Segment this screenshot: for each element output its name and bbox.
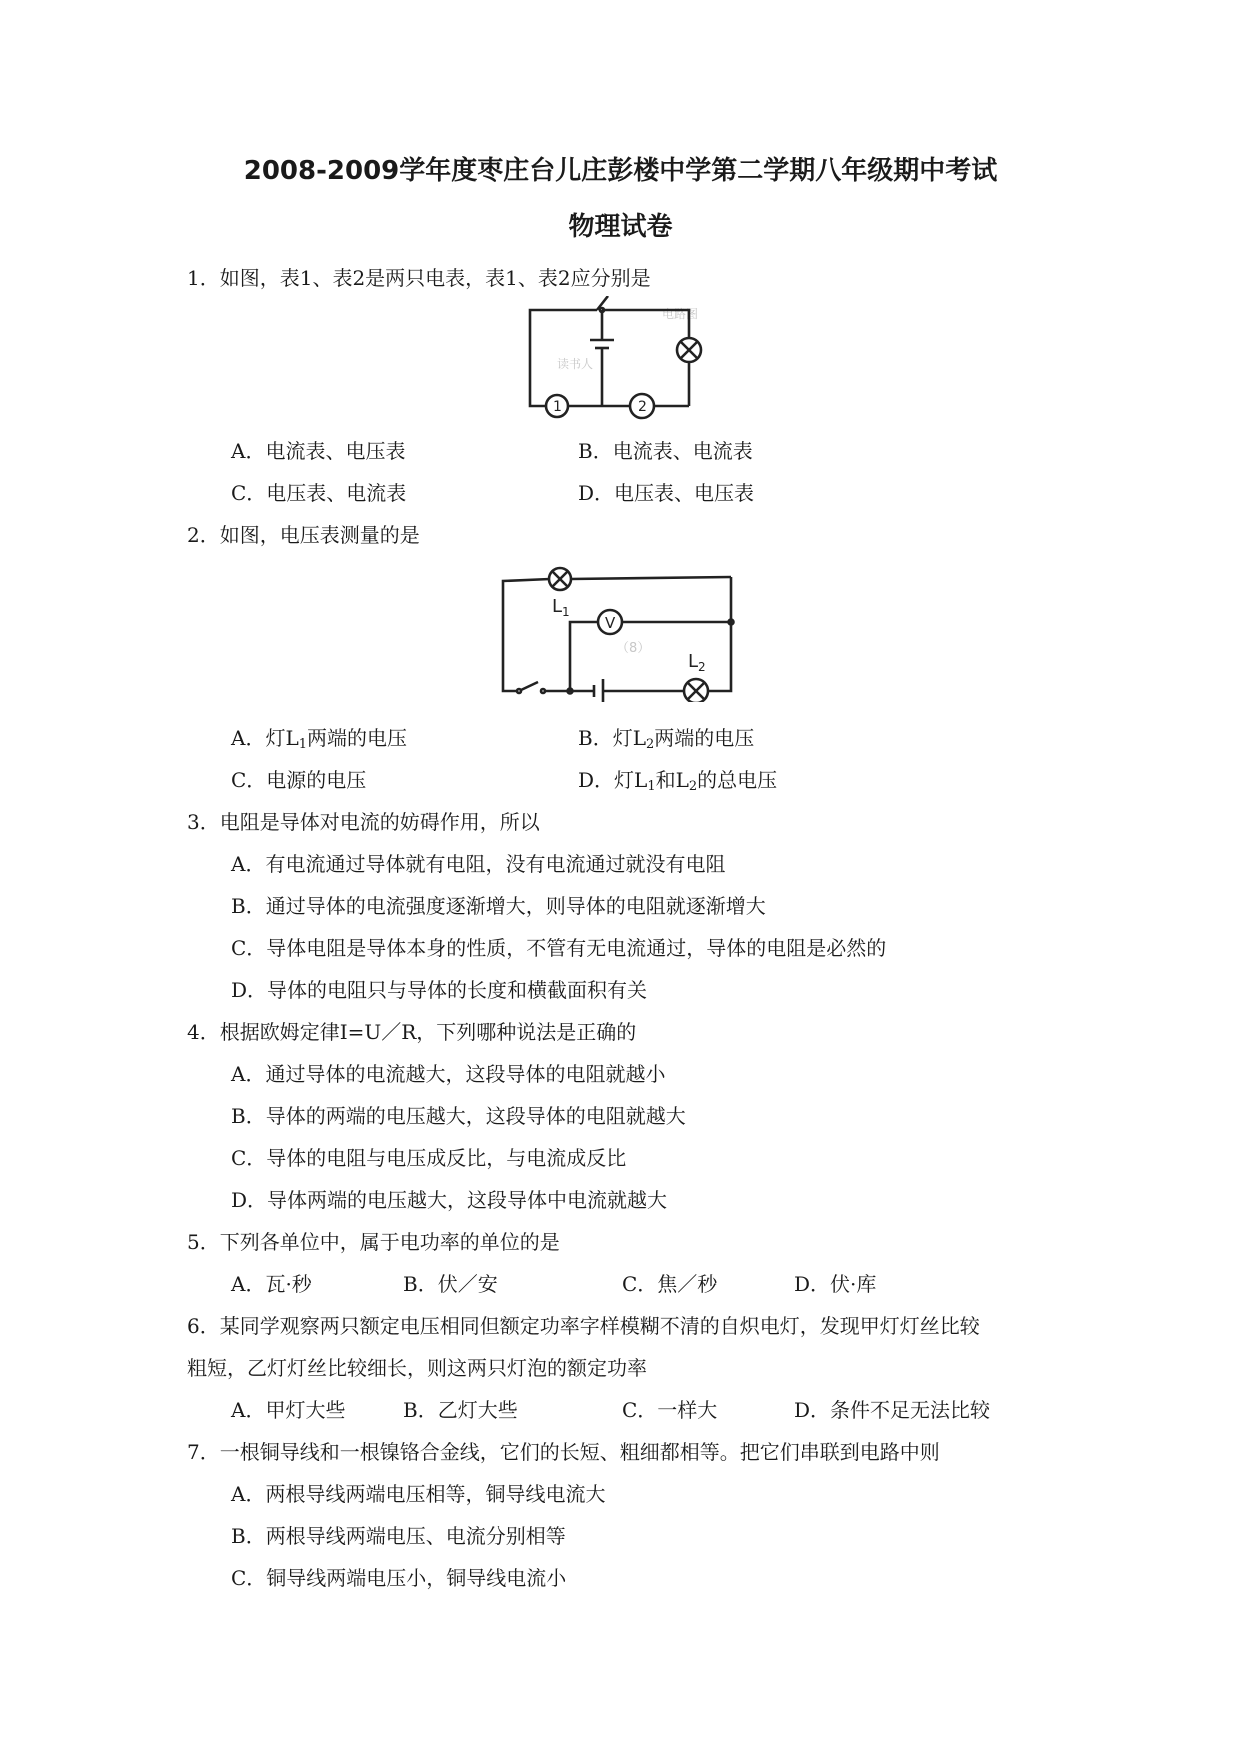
q4-option-a[interactable]: A．通过导体的电流越大，这段导体的电阻就越小	[231, 1062, 666, 1086]
q5-option-c[interactable]: C．焦／秒	[622, 1272, 718, 1296]
exam-subtitle: 物理试卷	[568, 212, 673, 242]
q1-option-c[interactable]: C．电压表、电流表	[231, 481, 407, 505]
q5-option-a[interactable]: A．瓦·秒	[231, 1272, 312, 1296]
q5-option-d[interactable]: D．伏·库	[794, 1272, 877, 1296]
q1-option-d[interactable]: D．电压表、电压表	[578, 481, 755, 505]
q2-wire-top-right	[570, 577, 731, 579]
q3-option-b[interactable]: B．通过导体的电流强度逐渐增大，则导体的电阻就逐渐增大	[231, 894, 766, 918]
q2-voltmeter-label: V	[605, 614, 616, 632]
q2-option-a[interactable]: A．灯$L_1$两端的电压	[231, 726, 408, 752]
q2-switch	[521, 682, 538, 690]
q2-option-c[interactable]: C．电源的电压	[231, 768, 367, 792]
q4-stem: 4．根据欧姆定律I=U／R，下列哪种说法是正确的	[187, 1020, 637, 1044]
q2-lamp-l2-label: $L_2$	[688, 651, 706, 674]
q1-option-b[interactable]: B．电流表、电流表	[578, 439, 753, 463]
q6-option-b[interactable]: B．乙灯大些	[403, 1398, 518, 1422]
q6-option-a[interactable]: A．甲灯大些	[231, 1398, 346, 1422]
q1-stem: 1．如图，表1、表2是两只电表，表1、表2应分别是	[187, 266, 651, 290]
q7-option-c[interactable]: C．铜导线两端电压小，铜导线电流小	[231, 1566, 567, 1590]
q7-option-a[interactable]: A．两根导线两端电压相等，铜导线电流大	[231, 1482, 606, 1506]
svg-text:电路图: 电路图	[662, 307, 699, 321]
q7-stem: 7．一根铜导线和一根镍铬合金线，它们的长短、粗细都相等。把它们串联到电路中则	[187, 1440, 940, 1464]
q2-option-d[interactable]: D．灯$L_1$和$L_2$的总电压	[578, 768, 778, 794]
q2-switch-contact	[541, 689, 545, 693]
q3-option-d[interactable]: D．导体的电阻只与导体的长度和横截面积有关	[231, 978, 648, 1002]
svg-text:（8）: （8）	[616, 641, 651, 656]
q1-option-a[interactable]: A．电流表、电压表	[231, 439, 406, 463]
q2-option-b[interactable]: B．灯$L_2$两端的电压	[578, 726, 755, 752]
q6-option-c[interactable]: C．一样大	[622, 1398, 718, 1422]
q2-wire-right	[708, 577, 731, 691]
q2-stem: 2．如图，电压表测量的是	[187, 523, 420, 547]
q2-wire-voltmeter-left	[570, 622, 598, 691]
q7-option-b[interactable]: B．两根导线两端电压、电流分别相等	[231, 1524, 566, 1548]
q2-lamp-l1-label: $L_1$	[552, 596, 570, 619]
q2-switch-pivot	[517, 689, 521, 693]
q3-stem: 3．电阻是导体对电流的妨碍作用，所以	[187, 810, 540, 834]
q6-stem-line-2: 粗短，乙灯灯丝比较细长，则这两只灯泡的额定功率	[187, 1356, 647, 1380]
q1-circuit-diagram	[512, 296, 712, 431]
q4-option-c[interactable]: C．导体的电阻与电压成反比，与电流成反比	[231, 1146, 627, 1170]
q5-option-b[interactable]: B．伏／安	[403, 1272, 498, 1296]
q6-stem-line-1: 6．某同学观察两只额定电压相同但额定功率字样模糊不清的自炽电灯，发现甲灯灯丝比较	[187, 1314, 980, 1338]
q4-option-b[interactable]: B．导体的两端的电压越大，这段导体的电阻就越大	[231, 1104, 686, 1128]
q5-stem: 5．下列各单位中，属于电功率的单位的是	[187, 1230, 560, 1254]
svg-text:读书人: 读书人	[557, 357, 594, 371]
exam-title: 2008-2009学年度枣庄台儿庄彭楼中学第二学期八年级期中考试	[243, 156, 998, 186]
q2-wire-top-left	[503, 579, 550, 691]
q3-option-c[interactable]: C．导体电阻是导体本身的性质，不管有无电流通过，导体的电阻是必然的	[231, 936, 887, 960]
q2-circuit-diagram	[494, 562, 744, 702]
q3-option-a[interactable]: A．有电流通过导体就有电阻，没有电流通过就没有电阻	[231, 852, 726, 876]
q1-meter-2-label: 2	[638, 399, 647, 415]
q6-option-d[interactable]: D．条件不足无法比较	[794, 1398, 991, 1422]
q1-meter-1-label: 1	[553, 399, 562, 415]
q4-option-d[interactable]: D．导体两端的电压越大，这段导体中电流就越大	[231, 1188, 668, 1212]
